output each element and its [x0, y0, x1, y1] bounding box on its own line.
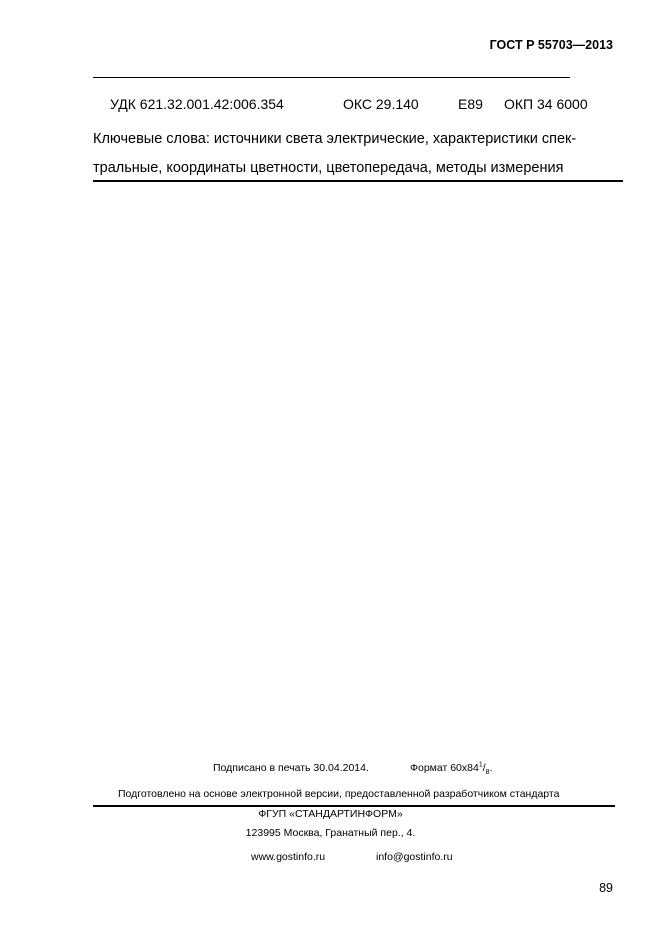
oks-code: ОКС 29.140 — [343, 96, 419, 112]
keywords-line: тральные, координаты цветности, цветопередача, методы измерения — [93, 160, 564, 176]
keywords-line: Ключевые слова: источники света электрические, характеристики спек- — [93, 131, 577, 147]
keywords-paragraph — [93, 125, 623, 183]
email-link[interactable]: info@gostinfo.ru — [376, 851, 453, 863]
okp-code: ОКП 34 6000 — [504, 96, 588, 112]
format-text: Формат 60x84 — [410, 762, 479, 774]
prepared-note: Подготовлено на основе электронной версии, предоставленной разработчиком стандарта — [118, 788, 560, 800]
website-link[interactable]: www.gostinfo.ru — [251, 851, 326, 863]
format-end: . — [489, 762, 493, 774]
imprint-divider — [93, 805, 615, 807]
format-denominator: 8 — [485, 769, 490, 777]
publisher-address: 123995 Москва, Гранатный пер., 4. — [245, 827, 416, 839]
signed-date: Подписано в печать 30.04.2014. — [213, 762, 369, 774]
udk-code: УДК 621.32.001.42:006.354 — [110, 96, 284, 112]
header-divider — [93, 77, 570, 78]
keywords-divider — [93, 180, 623, 182]
publisher-name: ФГУП «СТАНДАРТИНФОРМ» — [258, 808, 403, 820]
page-number: 89 — [599, 881, 613, 895]
standard-designation: ГОСТ Р 55703—2013 — [489, 38, 613, 52]
group-code: Е89 — [458, 96, 483, 112]
paper-format: Формат $60x84^1/_8$. — [410, 761, 493, 777]
format-numerator: 1 — [478, 761, 483, 769]
